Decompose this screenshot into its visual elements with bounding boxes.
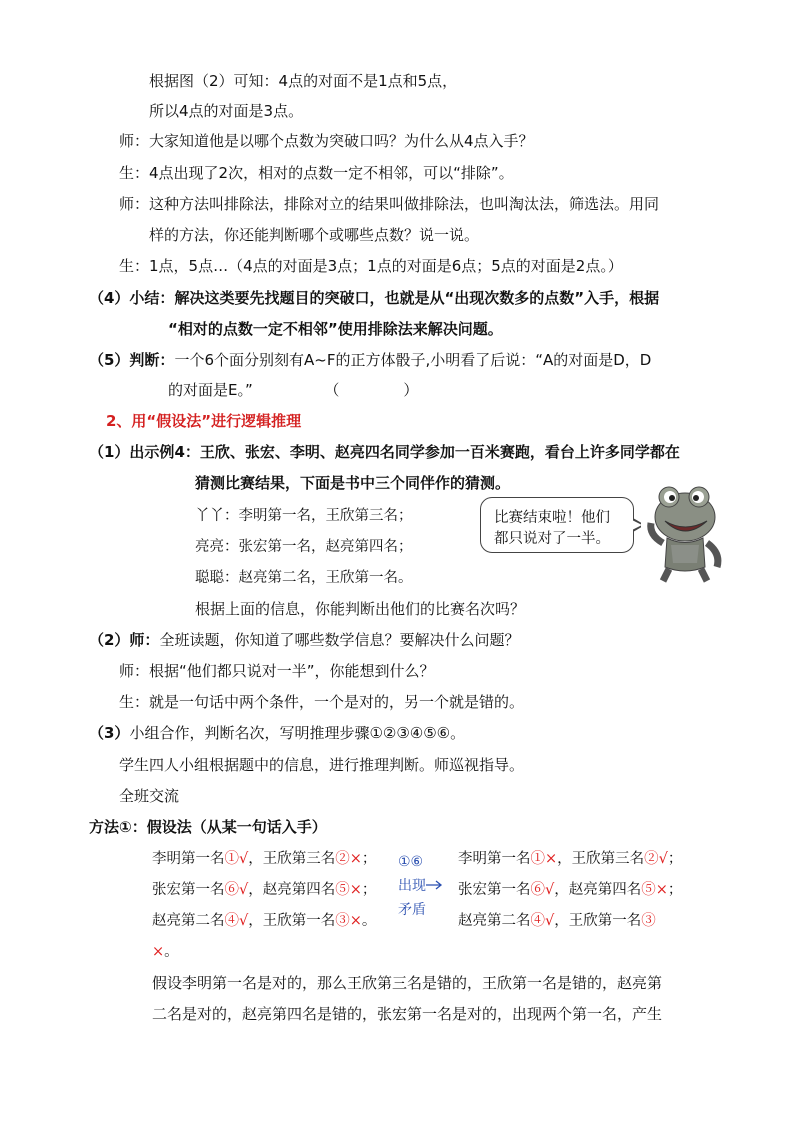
judge-line xyxy=(168,380,418,400)
answer-paren-open: （ xyxy=(324,381,340,399)
text-line: 师：这种方法叫排除法，排除对立的结果叫做排除法，也叫淘汰法，筛选法。用同 xyxy=(119,195,660,213)
arrow-label-top: ①⑥ xyxy=(398,854,424,870)
text-line: 生：1点，5点…（4点的对面是3点；1点的对面是6点；5点的对面是2点。） xyxy=(119,257,623,275)
method-heading: 方法①：假设法（从某一句话入手） xyxy=(89,818,327,836)
reason-left-row-1: 李明第一名①√，王欣第三名②×； xyxy=(152,851,377,867)
mark: × xyxy=(152,944,165,960)
frog-mascot-icon xyxy=(641,483,725,583)
reason-right-row-1: 李明第一名①×，王欣第三名②√； xyxy=(458,851,683,867)
text-line-rest: 全班读题，你知道了哪些数学信息？要解决什么问题？ xyxy=(159,631,520,649)
text-line: 学生四人小组根据题中的信息，进行推理判断。师巡视指导。 xyxy=(119,756,525,774)
judge-text-end: 的对面是E。” xyxy=(168,381,253,399)
mark: ①× xyxy=(530,851,558,867)
bubble-line: 都只说对了一半。 xyxy=(494,531,610,547)
example-line: 猜测比赛结果，下面是书中三个同伴作的猜测。 xyxy=(195,474,511,492)
mark: ④√ xyxy=(224,913,249,929)
text-line: 生：就是一句话中两个条件，一个是对的，另一个就是错的。 xyxy=(119,693,525,711)
section-heading: 2、用“假设法”进行逻辑推理 xyxy=(106,412,302,430)
answer-paren-close: ） xyxy=(403,381,419,399)
text-line: 生：4点出现了2次，相对的点数一定不相邻，可以“排除”。 xyxy=(119,164,514,182)
reason-left-row-2: 张宏第一名⑥√，赵亮第四名⑤×； xyxy=(152,882,377,898)
guess-congcong: 聪聪：赵亮第二名，王欣第一名。 xyxy=(195,570,413,586)
speech-bubble xyxy=(480,497,634,553)
mark: ③× xyxy=(335,913,362,929)
text-line: 根据图（2）可知：4点的对面不是1点和5点， xyxy=(149,72,458,90)
reason-left-row-3: 赵亮第二名④√，王欣第一名③×。 xyxy=(152,913,377,929)
mark: ②× xyxy=(335,851,362,867)
text-line: 假设李明第一名是对的，那么王欣第三名是错的，王欣第一名是错的，赵亮第 xyxy=(152,974,663,992)
reason-right-row-3-end: ×。 xyxy=(152,944,179,960)
text-line: （3）小组合作，判断名次，写明推理步骤①②③④⑤⑥。 xyxy=(89,724,466,742)
text-line-rest: 小组合作，判断名次，写明推理步骤①②③④⑤⑥。 xyxy=(129,724,466,742)
text-line: 师：大家知道他是以哪个点数为突破口吗？为什么从4点入手？ xyxy=(119,132,534,150)
summary-heading: （4）小结：解决这类要先找题目的突破口，也就是从“出现次数多的点数”入手，根据 xyxy=(89,289,660,307)
mark: ②√ xyxy=(644,851,668,867)
mark: ⑤× xyxy=(641,882,668,898)
text-line: 样的方法，你还能判断哪个或哪些点数？说一说。 xyxy=(149,226,480,244)
bubble-line: 比赛结束啦！他们 xyxy=(494,510,610,526)
text-line: 全班交流 xyxy=(119,787,180,805)
judge-text: 一个6个面分别刻有A~F的正方体骰子,小明看了后说：“A的对面是D，D xyxy=(174,351,652,369)
mark: ①√ xyxy=(224,851,249,867)
text-line: 所以4点的对面是3点。 xyxy=(149,102,304,120)
reason-right-row-3: 赵亮第二名④√，王欣第一名③ xyxy=(458,913,656,929)
arrow-label-bottom: 矛盾 xyxy=(398,902,426,918)
mark: ⑥√ xyxy=(530,882,555,898)
text-line: （2）师：全班读题，你知道了哪些数学信息？要解决什么问题？ xyxy=(89,631,520,649)
guess-liangliang: 亮亮：张宏第一名，赵亮第四名； xyxy=(195,539,413,555)
text-line: 二名是对的，赵亮第四名是错的，张宏第一名是对的，出现两个第一名，产生 xyxy=(152,1005,663,1023)
text-line: 师：根据“他们都只说对一半”，你能想到什么？ xyxy=(119,662,435,680)
summary-line: “相对的点数一定不相邻”使用排除法来解决问题。 xyxy=(168,320,503,338)
mark: ④√ xyxy=(530,913,555,929)
example-heading: （1）出示例4：王欣、张宏、李明、赵亮四名同学参加一百米赛跑，看台上许多同学都在 xyxy=(89,443,680,461)
mark: ③ xyxy=(641,913,656,929)
reason-right-row-2: 张宏第一名⑥√，赵亮第四名⑤×； xyxy=(458,882,683,898)
judge-question: （5）判断：一个6个面分别刻有A~F的正方体骰子,小明看了后说：“A的对面是D，D xyxy=(89,351,652,369)
mark: ⑤× xyxy=(335,882,362,898)
arrow-right-icon xyxy=(426,880,444,890)
arrow-label-mid: 出现 xyxy=(398,878,426,894)
guess-yaya: 丫丫：李明第一名，王欣第三名； xyxy=(195,508,413,524)
mark: ⑥√ xyxy=(224,882,249,898)
text-line: 根据上面的信息，你能判断出他们的比赛名次吗？ xyxy=(195,600,526,618)
